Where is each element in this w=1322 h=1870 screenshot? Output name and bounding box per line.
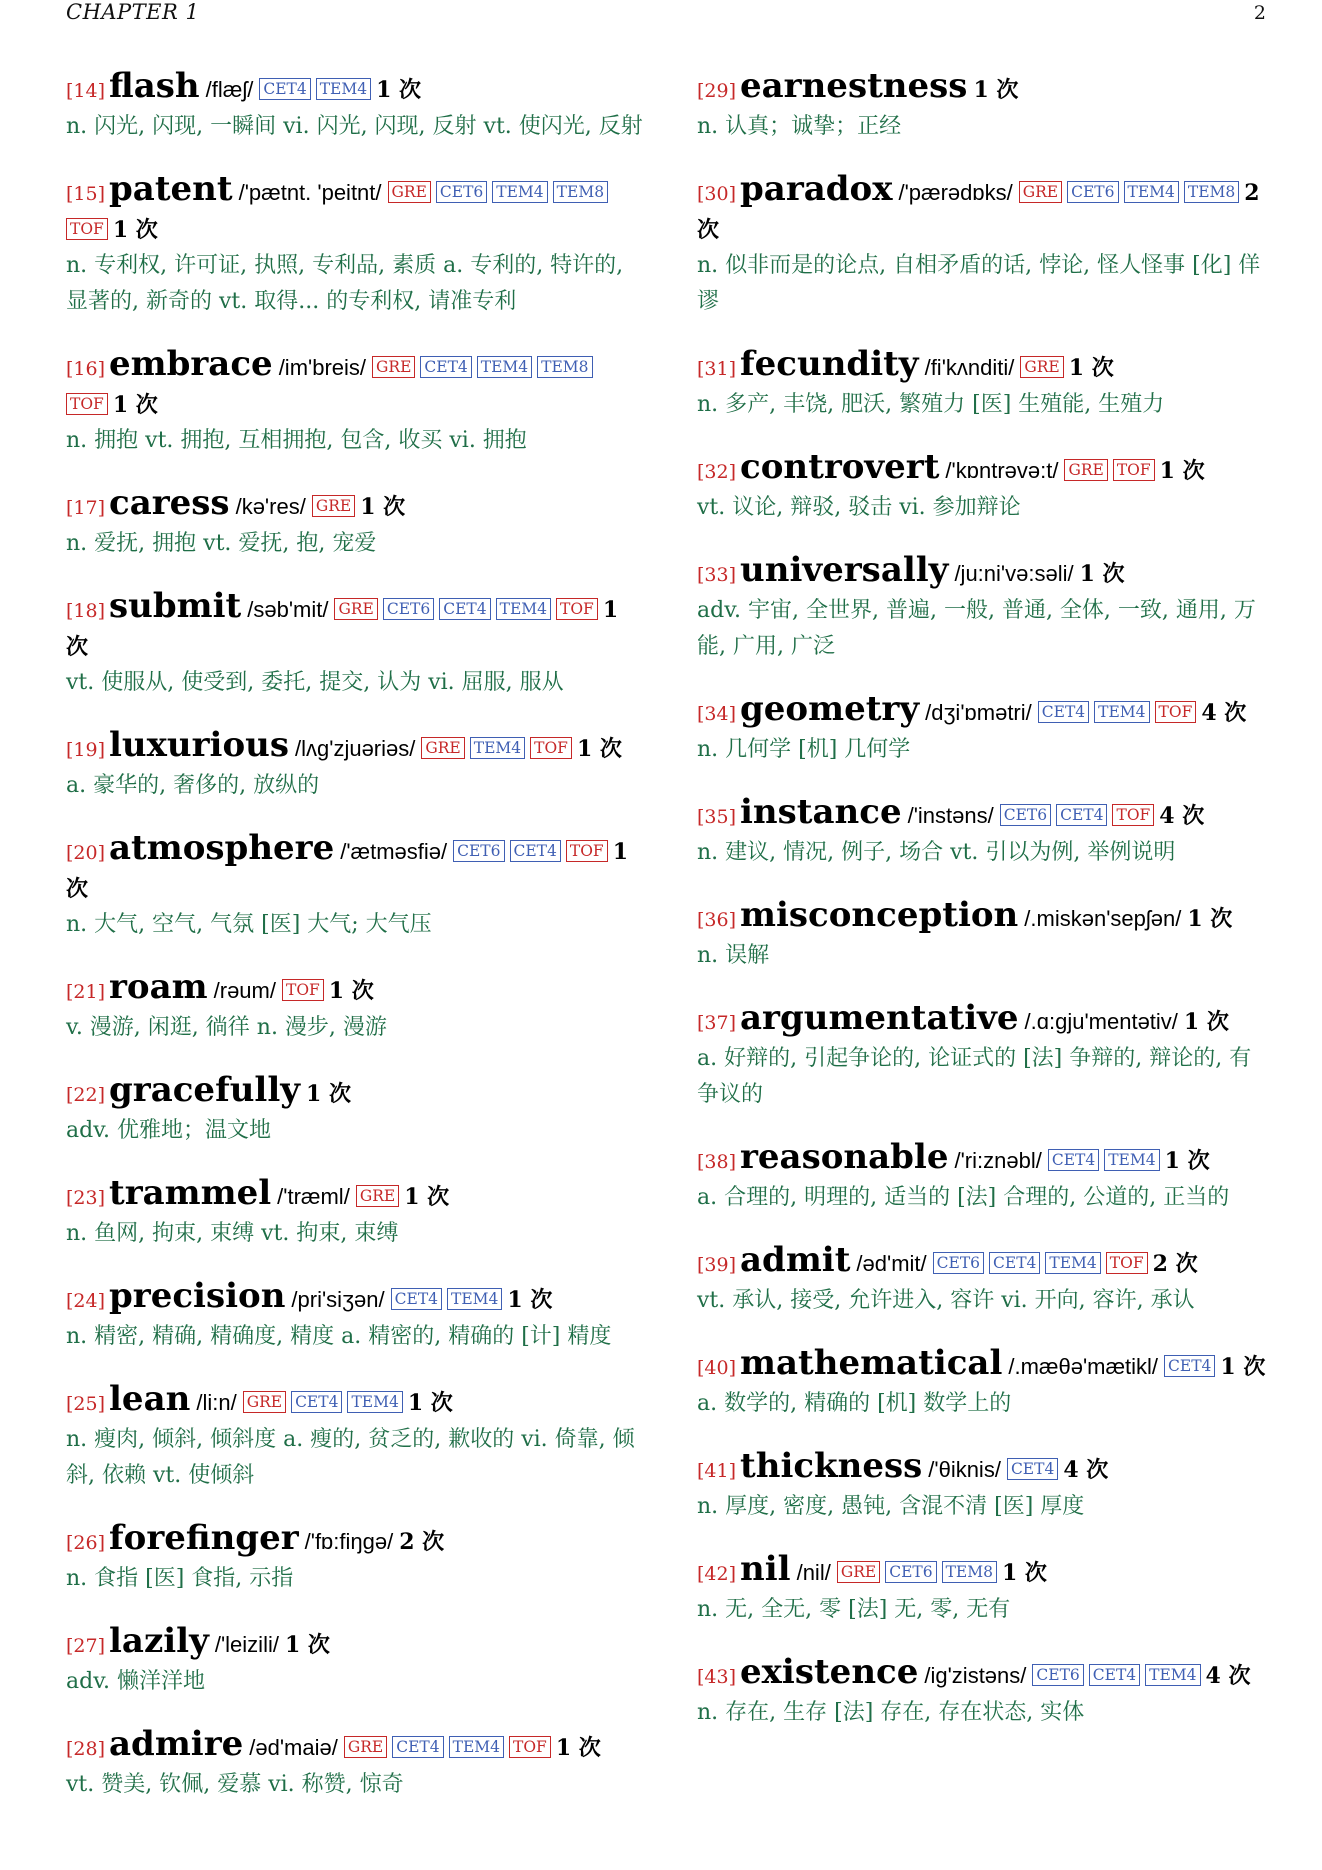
phonetic: /'ætməsfiə/ xyxy=(340,839,448,864)
exam-tag-badge: GRE xyxy=(243,1391,286,1413)
occurrence-count: 1 次 xyxy=(66,839,628,902)
occurrence-count: 1 次 xyxy=(376,77,422,103)
page-number: 2 xyxy=(1253,2,1266,24)
exam-tag-badge: TOF xyxy=(509,1736,551,1758)
exam-tags xyxy=(356,1184,404,1210)
definition: v. 漫游, 闲逛, 徜徉 n. 漫步, 漫游 xyxy=(66,1015,387,1040)
exam-tag-badge: CET6 xyxy=(885,1561,936,1583)
entry-index: [26] xyxy=(66,1532,106,1554)
occurrence-count: 1 次 xyxy=(1164,1148,1210,1174)
phonetic: /səb'mit/ xyxy=(247,597,329,622)
phonetic: /dʒi'ɒmətri/ xyxy=(925,700,1032,725)
entry-index: [37] xyxy=(697,1012,737,1034)
headword: existence xyxy=(740,1652,919,1692)
headword: roam xyxy=(109,967,208,1007)
exam-tag-badge: TOF xyxy=(1113,459,1155,481)
exam-tag-badge: CET4 xyxy=(510,840,561,862)
entry-index: [43] xyxy=(697,1666,737,1688)
definition: n. 拥抱 vt. 拥抱, 互相拥抱, 包含, 收买 vi. 拥抱 xyxy=(66,428,527,453)
entry-headline xyxy=(697,346,1273,387)
vocab-entry xyxy=(697,1139,1273,1216)
exam-tag-badge: GRE xyxy=(1064,459,1107,481)
entry-headline xyxy=(697,552,1273,593)
vocab-entry xyxy=(66,346,644,459)
exam-tag-badge: TEM4 xyxy=(470,737,525,759)
exam-tag-badge: GRE xyxy=(1020,356,1063,378)
headword: reasonable xyxy=(740,1137,949,1177)
vocab-entry xyxy=(66,1726,644,1803)
exam-tags xyxy=(259,77,376,103)
entry-headline xyxy=(697,1654,1273,1695)
entry-index: [32] xyxy=(697,461,737,483)
exam-tag-badge: GRE xyxy=(1019,181,1062,203)
entry-headline xyxy=(66,1278,644,1319)
occurrence-count: 1 次 xyxy=(1183,1009,1229,1035)
occurrence-count: 1 次 xyxy=(306,1081,351,1107)
right-column xyxy=(697,68,1273,1757)
headword: luxurious xyxy=(109,725,290,765)
entry-headline xyxy=(697,449,1273,490)
entry-index: [31] xyxy=(697,358,737,380)
occurrence-count: 1 次 xyxy=(1187,906,1233,932)
occurrence-count: 1 次 xyxy=(555,1735,601,1761)
entry-index: [41] xyxy=(697,1460,737,1482)
vocab-entry xyxy=(697,1654,1273,1731)
definition: adv. 宇宙, 全世界, 普遍, 一般, 普通, 全体, 一致, 通用, 万能, 广用, 广泛 xyxy=(697,598,1256,659)
entry-index: [42] xyxy=(697,1563,737,1585)
phonetic: /'kɒntrəvə:t/ xyxy=(945,458,1059,483)
definition: n. 精密, 精确, 精确度, 精度 a. 精密的, 精确的 [计] 精度 xyxy=(66,1324,612,1349)
entry-index: [18] xyxy=(66,600,106,622)
phonetic: /li:n/ xyxy=(196,1390,237,1415)
exam-tag-badge: TEM8 xyxy=(553,181,608,203)
exam-tag-badge: TEM4 xyxy=(1094,701,1149,723)
entry-headline xyxy=(697,1551,1273,1592)
definition: n. 几何学 [机] 几何学 xyxy=(697,737,911,762)
headword: mathematical xyxy=(740,1343,1003,1383)
exam-tag-badge: TEM4 xyxy=(347,1391,402,1413)
exam-tag-badge: TOF xyxy=(1106,1252,1148,1274)
phonetic: /'θiknis/ xyxy=(928,1457,1001,1482)
occurrence-count: 4 次 xyxy=(1063,1457,1109,1483)
occurrence-count: 1 次 xyxy=(284,1632,330,1658)
phonetic: /ig'zistəns/ xyxy=(924,1663,1027,1688)
exam-tag-badge: TEM4 xyxy=(1104,1149,1159,1171)
entry-headline xyxy=(66,346,644,423)
vocab-entry xyxy=(697,794,1273,871)
definition: n. 瘦肉, 倾斜, 倾斜度 a. 瘦的, 贫乏的, 歉收的 vi. 倚靠, 倾斜, 依赖 vt. 使倾斜 xyxy=(66,1427,635,1488)
page-header xyxy=(66,0,1266,28)
occurrence-count: 1 次 xyxy=(360,494,406,520)
entry-headline xyxy=(66,588,644,665)
exam-tags xyxy=(1164,1354,1220,1380)
vocab-entry xyxy=(697,552,1273,665)
exam-tags xyxy=(453,839,613,865)
entry-headline xyxy=(66,1520,644,1561)
definition: adv. 懒洋洋地 xyxy=(66,1669,206,1694)
phonetic: /kə'res/ xyxy=(235,494,306,519)
entry-index: [35] xyxy=(697,806,737,828)
exam-tag-badge: TEM4 xyxy=(447,1288,502,1310)
vocab-entry xyxy=(697,449,1273,526)
definition: n. 爱抚, 拥抱 vt. 爱抚, 抱, 宠爱 xyxy=(66,531,377,556)
exam-tag-badge: TEM8 xyxy=(1184,181,1239,203)
occurrence-count: 1 次 xyxy=(328,978,374,1004)
headword: trammel xyxy=(109,1173,272,1213)
vocab-entry xyxy=(66,727,644,804)
exam-tag-badge: CET4 xyxy=(1007,1458,1058,1480)
exam-tag-badge: CET6 xyxy=(453,840,504,862)
exam-tag-badge: TEM8 xyxy=(537,356,592,378)
headword: universally xyxy=(740,550,949,590)
definition: n. 闪光, 闪现, 一瞬间 vi. 闪光, 闪现, 反射 vt. 使闪光, 反射 xyxy=(66,114,643,139)
occurrence-count: 4 次 xyxy=(1205,1663,1251,1689)
exam-tags xyxy=(391,1287,508,1313)
entry-headline xyxy=(66,830,644,907)
entry-headline xyxy=(66,727,644,768)
exam-tag-badge: CET4 xyxy=(1089,1664,1140,1686)
headword: paradox xyxy=(740,169,893,209)
occurrence-count: 1 次 xyxy=(1220,1354,1266,1380)
phonetic: /rəum/ xyxy=(213,978,276,1003)
vocab-entry xyxy=(697,1000,1273,1113)
exam-tags xyxy=(1000,803,1160,829)
phonetic: /əd'maiə/ xyxy=(249,1735,338,1760)
occurrence-count: 2 次 xyxy=(697,180,1260,243)
phonetic: /im'breis/ xyxy=(278,355,367,380)
exam-tags xyxy=(1019,180,1245,206)
entry-headline xyxy=(697,1242,1273,1283)
vocab-entry xyxy=(66,1520,644,1597)
entry-headline xyxy=(66,1072,644,1113)
occurrence-count: 4 次 xyxy=(1159,803,1205,829)
exam-tag-badge: CET4 xyxy=(1056,804,1107,826)
vocab-entry xyxy=(697,1448,1273,1525)
headword: gracefully xyxy=(109,1070,300,1110)
headword: submit xyxy=(109,586,242,626)
entry-index: [16] xyxy=(66,358,106,380)
entry-headline xyxy=(66,969,644,1010)
left-column xyxy=(66,68,644,1829)
entry-headline xyxy=(697,691,1273,732)
exam-tag-badge: TOF xyxy=(66,218,108,240)
exam-tag-badge: CET4 xyxy=(1048,1149,1099,1171)
exam-tag-badge: CET6 xyxy=(1067,181,1118,203)
vocab-entry xyxy=(697,691,1273,768)
vocab-entry xyxy=(697,346,1273,423)
vocab-entry xyxy=(66,1175,644,1252)
exam-tag-badge: GRE xyxy=(334,598,377,620)
exam-tags xyxy=(282,978,329,1004)
definition: a. 好辩的, 引起争论的, 论证式的 [法] 争辩的, 辩论的, 有争议的 xyxy=(697,1046,1252,1107)
entry-index: [25] xyxy=(66,1393,106,1415)
exam-tag-badge: GRE xyxy=(372,356,415,378)
definition: vt. 承认, 接受, 允许进入, 容许 vi. 开向, 容许, 承认 xyxy=(697,1288,1195,1313)
entry-index: [14] xyxy=(66,80,106,102)
definition: n. 鱼网, 拘束, 束缚 vt. 拘束, 束缚 xyxy=(66,1221,399,1246)
exam-tag-badge: TOF xyxy=(1155,701,1197,723)
exam-tag-badge: TEM4 xyxy=(1045,1252,1100,1274)
headword: misconception xyxy=(740,895,1019,935)
vocab-entry xyxy=(66,485,644,562)
exam-tags xyxy=(344,1735,556,1761)
phonetic: /.mæθə'mætikl/ xyxy=(1008,1354,1159,1379)
exam-tag-badge: CET4 xyxy=(439,598,490,620)
entry-index: [33] xyxy=(697,564,737,586)
headword: lean xyxy=(109,1379,191,1419)
headword: precision xyxy=(109,1276,286,1316)
entry-index: [23] xyxy=(66,1187,106,1209)
definition: n. 误解 xyxy=(697,943,770,968)
headword: forefinger xyxy=(109,1518,299,1558)
exam-tag-badge: TEM4 xyxy=(1124,181,1179,203)
phonetic: /'ri:znəbl/ xyxy=(954,1148,1042,1173)
exam-tag-badge: CET4 xyxy=(391,1288,442,1310)
exam-tag-badge: TEM4 xyxy=(492,181,547,203)
exam-tag-badge: TEM4 xyxy=(477,356,532,378)
entry-headline xyxy=(66,1726,644,1767)
entry-headline xyxy=(697,1448,1273,1489)
exam-tag-badge: GRE xyxy=(837,1561,880,1583)
entry-headline xyxy=(66,1175,644,1216)
entry-headline xyxy=(697,897,1273,938)
exam-tag-badge: GRE xyxy=(421,737,464,759)
entry-headline xyxy=(66,68,644,109)
definition: adv. 优雅地；温文地 xyxy=(66,1118,272,1143)
occurrence-count: 1 次 xyxy=(973,77,1019,103)
headword: flash xyxy=(109,66,200,106)
exam-tag-badge: TEM4 xyxy=(1145,1664,1200,1686)
exam-tags xyxy=(1038,700,1202,726)
definition: vt. 使服从, 使受到, 委托, 提交, 认为 vi. 屈服, 服从 xyxy=(66,670,564,695)
exam-tag-badge: CET4 xyxy=(392,1736,443,1758)
entry-headline xyxy=(697,171,1273,248)
entry-index: [40] xyxy=(697,1357,737,1379)
exam-tags xyxy=(1048,1148,1165,1174)
occurrence-count: 2 次 xyxy=(1152,1251,1198,1277)
exam-tag-badge: CET4 xyxy=(259,78,310,100)
exam-tag-badge: CET4 xyxy=(1164,1355,1215,1377)
phonetic: /ju:ni'və:səli/ xyxy=(954,561,1074,586)
phonetic: /.ɑ:gju'mentətiv/ xyxy=(1024,1009,1178,1034)
exam-tag-badge: TOF xyxy=(556,598,598,620)
exam-tag-badge: CET4 xyxy=(1038,701,1089,723)
exam-tag-badge: TEM4 xyxy=(316,78,371,100)
exam-tag-badge: TOF xyxy=(1112,804,1154,826)
entry-index: [21] xyxy=(66,981,106,1003)
exam-tag-badge: CET6 xyxy=(1000,804,1051,826)
headword: nil xyxy=(740,1549,791,1589)
exam-tag-badge: TOF xyxy=(282,979,324,1001)
entry-index: [29] xyxy=(697,80,737,102)
phonetic: /flæʃ/ xyxy=(205,77,254,102)
definition: vt. 赞美, 钦佩, 爱慕 vi. 称赞, 惊奇 xyxy=(66,1772,404,1797)
occurrence-count: 1 次 xyxy=(576,736,622,762)
phonetic: /fi'kʌnditi/ xyxy=(924,355,1015,380)
definition: n. 专利权, 许可证, 执照, 专利品, 素质 a. 专利的, 特许的, 显著的, 新奇的 vt. 取得... 的专利权, 请准专利 xyxy=(66,253,624,314)
exam-tag-badge: TEM4 xyxy=(449,1736,504,1758)
definition: n. 多产, 丰饶, 肥沃, 繁殖力 [医] 生殖能, 生殖力 xyxy=(697,392,1165,417)
entry-index: [17] xyxy=(66,497,106,519)
entry-index: [20] xyxy=(66,842,106,864)
exam-tags xyxy=(837,1560,1002,1586)
exam-tag-badge: TOF xyxy=(66,393,108,415)
exam-tags xyxy=(1064,458,1159,484)
definition: vt. 议论, 辩驳, 驳击 vi. 参加辩论 xyxy=(697,495,1021,520)
exam-tag-badge: TEM4 xyxy=(496,598,551,620)
definition: n. 厚度, 密度, 愚钝, 含混不清 [医] 厚度 xyxy=(697,1494,1085,1519)
entry-index: [19] xyxy=(66,739,106,761)
exam-tag-badge: CET6 xyxy=(436,181,487,203)
exam-tags xyxy=(1007,1457,1063,1483)
exam-tags xyxy=(1032,1663,1205,1689)
phonetic: /'pætnt. 'peitnt/ xyxy=(238,180,382,205)
headword: instance xyxy=(740,792,902,832)
exam-tag-badge: CET4 xyxy=(291,1391,342,1413)
entry-index: [38] xyxy=(697,1151,737,1173)
exam-tag-badge: CET6 xyxy=(933,1252,984,1274)
phonetic: /'instəns/ xyxy=(907,803,994,828)
occurrence-count: 1 次 xyxy=(1001,1560,1047,1586)
vocab-entry xyxy=(66,1072,644,1149)
occurrence-count: 4 次 xyxy=(1201,700,1247,726)
headword: argumentative xyxy=(740,998,1019,1038)
entry-index: [30] xyxy=(697,183,737,205)
exam-tags xyxy=(334,597,602,623)
entry-headline xyxy=(697,68,1273,109)
definition: a. 豪华的, 奢侈的, 放纵的 xyxy=(66,773,320,798)
phonetic: /'træml/ xyxy=(277,1184,350,1209)
phonetic: /'pærədɒks/ xyxy=(898,180,1013,205)
occurrence-count: 1 次 xyxy=(1068,355,1114,381)
definition: n. 认真；诚挚；正经 xyxy=(697,114,902,139)
exam-tags xyxy=(243,1390,408,1416)
phonetic: /pri'siʒən/ xyxy=(291,1287,385,1312)
headword: geometry xyxy=(740,689,920,729)
definition: n. 无, 全无, 零 [法] 无, 零, 无有 xyxy=(697,1597,1011,1622)
entry-headline xyxy=(697,1345,1273,1386)
headword: lazily xyxy=(109,1621,209,1661)
occurrence-count: 1 次 xyxy=(507,1287,553,1313)
occurrence-count: 1 次 xyxy=(112,217,158,243)
phonetic: /'fɒ:fiŋgə/ xyxy=(304,1529,394,1554)
vocab-entry xyxy=(697,1242,1273,1319)
headword: atmosphere xyxy=(109,828,335,868)
entry-headline xyxy=(697,1000,1273,1041)
headword: thickness xyxy=(740,1446,923,1486)
phonetic: /.miskən'sepʃən/ xyxy=(1024,906,1182,931)
exam-tag-badge: CET6 xyxy=(383,598,434,620)
entry-index: [22] xyxy=(66,1084,106,1106)
exam-tag-badge: TOF xyxy=(530,737,572,759)
entry-headline xyxy=(66,1623,644,1664)
phonetic: /nil/ xyxy=(796,1560,831,1585)
vocab-entry xyxy=(66,1381,644,1494)
vocab-entry xyxy=(66,830,644,943)
headword: caress xyxy=(109,483,230,523)
exam-tag-badge: GRE xyxy=(388,181,431,203)
entry-index: [15] xyxy=(66,183,106,205)
chapter-title: CHAPTER 1 xyxy=(66,0,200,24)
vocab-entry xyxy=(66,1623,644,1700)
vocab-entry xyxy=(697,1345,1273,1422)
vocab-entry xyxy=(697,897,1273,974)
phonetic: /əd'mit/ xyxy=(856,1251,927,1276)
occurrence-count: 1 次 xyxy=(1159,458,1205,484)
occurrence-count: 1 次 xyxy=(407,1390,453,1416)
headword: patent xyxy=(109,169,233,209)
vocab-entry xyxy=(66,1278,644,1355)
entry-index: [34] xyxy=(697,703,737,725)
vocab-entry xyxy=(697,68,1273,145)
definition: n. 建议, 情况, 例子, 场合 vt. 引以为例, 举例说明 xyxy=(697,840,1176,865)
exam-tag-badge: TEM8 xyxy=(942,1561,997,1583)
headword: fecundity xyxy=(740,344,919,384)
occurrence-count: 2 次 xyxy=(399,1529,445,1555)
exam-tags xyxy=(421,736,577,762)
exam-tags xyxy=(1020,355,1068,381)
entry-headline xyxy=(66,485,644,526)
definition: n. 似非而是的论点, 自相矛盾的话, 悖论, 怪人怪事 [化] 佯谬 xyxy=(697,253,1261,314)
phonetic: /'leizili/ xyxy=(214,1632,279,1657)
occurrence-count: 1 次 xyxy=(1079,561,1125,587)
entry-index: [39] xyxy=(697,1254,737,1276)
occurrence-count: 1 次 xyxy=(404,1184,450,1210)
headword: embrace xyxy=(109,344,273,384)
headword: admit xyxy=(740,1240,851,1280)
occurrence-count: 1 次 xyxy=(66,597,619,660)
entry-index: [36] xyxy=(697,909,737,931)
definition: a. 合理的, 明理的, 适当的 [法] 合理的, 公道的, 正当的 xyxy=(697,1185,1230,1210)
headword: controvert xyxy=(740,447,940,487)
headword: earnestness xyxy=(740,66,968,106)
definition: n. 食指 [医] 食指, 示指 xyxy=(66,1566,294,1591)
definition: n. 存在, 生存 [法] 存在, 存在状态, 实体 xyxy=(697,1700,1085,1725)
exam-tags xyxy=(312,494,360,520)
exam-tags xyxy=(933,1251,1153,1277)
entry-headline xyxy=(697,1139,1273,1180)
vocab-entry xyxy=(66,68,644,145)
vocab-entry xyxy=(66,588,644,701)
exam-tag-badge: GRE xyxy=(312,495,355,517)
exam-tag-badge: GRE xyxy=(356,1185,399,1207)
headword: admire xyxy=(109,1724,244,1764)
definition: n. 大气, 空气, 气氛 [医] 大气; 大气压 xyxy=(66,912,432,937)
entry-index: [24] xyxy=(66,1290,106,1312)
exam-tag-badge: CET4 xyxy=(420,356,471,378)
entry-headline xyxy=(66,1381,644,1422)
occurrence-count: 1 次 xyxy=(112,392,158,418)
entry-headline xyxy=(66,171,644,248)
vocab-entry xyxy=(66,969,644,1046)
exam-tag-badge: CET6 xyxy=(1032,1664,1083,1686)
exam-tag-badge: CET4 xyxy=(989,1252,1040,1274)
entry-index: [27] xyxy=(66,1635,106,1657)
definition: a. 数学的, 精确的 [机] 数学上的 xyxy=(697,1391,1012,1416)
vocab-entry xyxy=(66,171,644,320)
vocab-entry xyxy=(697,171,1273,320)
vocab-entry xyxy=(697,1551,1273,1628)
entry-index: [28] xyxy=(66,1738,106,1760)
exam-tag-badge: TOF xyxy=(566,840,608,862)
phonetic: /lʌg'zjuəriəs/ xyxy=(295,736,416,761)
entry-headline xyxy=(697,794,1273,835)
exam-tag-badge: GRE xyxy=(344,1736,387,1758)
